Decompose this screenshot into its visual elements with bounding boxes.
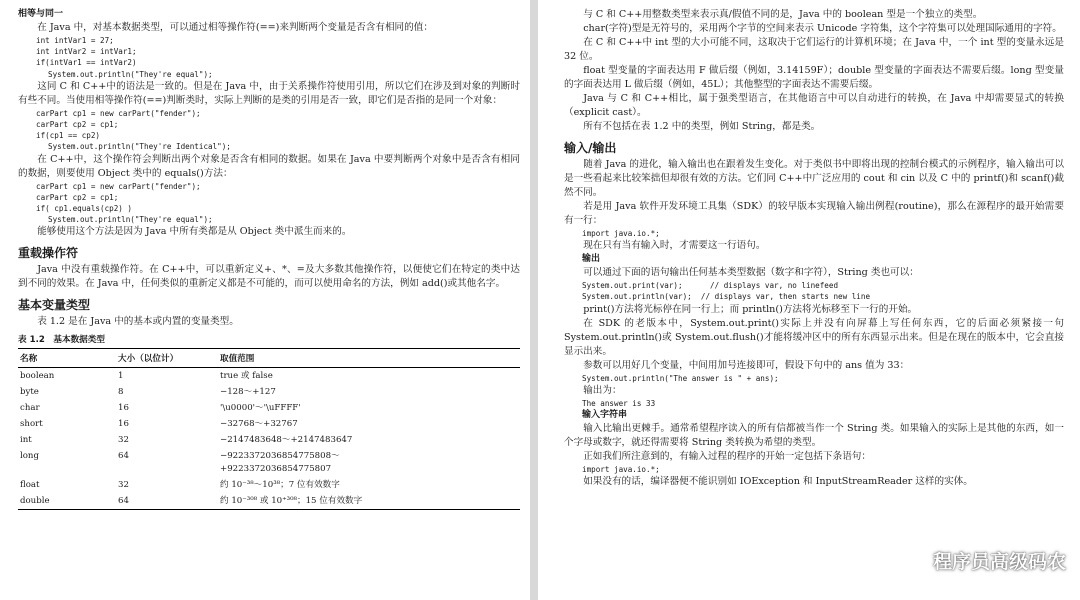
paragraph: 正如我们所注意到的，有输入过程的程序的开始一定包括下条语句： [583, 451, 871, 463]
code-line: System.out.println(var); // displays var, then starts new line [582, 292, 871, 302]
paragraph: 所有不包括在表 1.2 中的类型，例如 String，都是类。 [583, 121, 821, 132]
code-line: System.out.print(var); // displays var, no linefeed [582, 281, 839, 291]
paragraph: 能够使用这个方法是因为 Java 中所有类都是从 Object 类中派生而来的。 [37, 226, 352, 238]
table-cell: true 或 false [220, 370, 273, 381]
paragraph: 随着 Java 的进化，输入输出也在跟着发生变化。对于类似书中即将出现的控制台模式的示例程序，输入输出可以是一些看起来比较笨拙但却很有效的方法。它们同 C++中广泛应用的 cout 和 cin 以及 C 中的 printf()和 scanf()截然不同。 [564, 159, 1064, 198]
section-heading-io: 输入/输出 [564, 141, 617, 155]
table-cell: 32 [118, 434, 129, 445]
table-cell: long [20, 450, 39, 461]
subheading-output: 输出 [582, 254, 601, 265]
paragraph: 现在只有当有输入时，才需要这一行语句。 [583, 240, 766, 252]
table-cell: char [20, 402, 40, 413]
paragraph: 表 1.2 是在 Java 中的基本或内置的变量类型。 [37, 316, 239, 328]
code-line: import java.io.*; [582, 229, 660, 238]
paragraph: 可以通过下面的语句输出任何基本类型数据（数字和字符），String 类也可以： [583, 267, 919, 279]
table-cell: 16 [118, 418, 129, 429]
table-cell: −32768～+32767 [220, 418, 298, 429]
paragraph: 输出为： [583, 384, 622, 396]
code-line: if( cp1.equals(cp2) ) [36, 204, 133, 214]
table-row [18, 432, 520, 448]
paragraph: 在 Java 中，对基本数据类型，可以通过相等操作符(==)来判断两个变量是否含有相同的值： [37, 22, 433, 33]
paragraph: char(字符)型是无符号的，采用两个字节的空间来表示 Unicode 字符集，这个字符集可以处理国际通用的字符。 [583, 23, 1062, 34]
paragraph: Java 中没有重载操作符。在 C++中，可以重新定义+、*、=及大多数其他操作符，以便使它们在特定的类中达到不同的效果。在 Java 中，任何类似的重新定义都是不可能的，而可以使用命名的方法，例如 add()或其他名字。 [18, 264, 520, 290]
code-line: int intVar1 = 27; [36, 36, 114, 45]
code-line: System.out.println("The answer is " + ans); [582, 373, 779, 383]
table-row [18, 400, 520, 416]
table-cell: −2147483648～+2147483647 [220, 434, 353, 445]
table-header: 大小（以位计） [116, 349, 218, 368]
table-cell: 1 [118, 370, 124, 381]
table-cell: boolean [20, 370, 55, 381]
paragraph: 输入比输出更棘手。通常希望程序读入的所有信都被当作一个 String 类。如果输入的实际上是其他的东西，如一个字母或数字，就还得需要将 String 类转换为希望的类型。 [564, 423, 1064, 449]
table-row [18, 477, 520, 493]
code-line: The answer is 33 [582, 398, 656, 408]
paragraph: 若是用 Java 软件开发环境工具集（SDK）的较早版本实现输入输出例程(routine)，那么在源程序的最开始需要有一行： [564, 201, 1064, 226]
table-cell: 64 [116, 493, 218, 510]
paragraph: Java 与 C 和 C++相比，属于强类型语言，在其他语言中可以自动进行的转换，在 Java 中却需要显式的转换（explicit cast）。 [564, 93, 1064, 118]
paragraph: 与 C 和 C++用整数类型来表示真/假值不同的是，Java 中的 boolean 型是一个独立的类型。 [583, 9, 983, 20]
paragraph: 这同 C 和 C++中的语法是一致的。但是在 Java 中，由于关系操作符使用引用，所以它们在涉及到对象的判断时有些不同。当使用相等操作符(==)判断类时，实际上判断的是类的引用是否一致，即它们是否指的是同一个对象： [18, 80, 520, 106]
code-line: int intVar2 = intVar1; [36, 47, 137, 57]
table-cell: short [20, 418, 43, 429]
table-cell: 16 [118, 402, 129, 413]
left-page [0, 0, 530, 600]
code-line: carPart cp2 = cp1; [36, 120, 119, 130]
table-cell: float [20, 479, 40, 490]
code-line: import java.io.*; [582, 465, 660, 475]
paragraph: 在 SDK 的老版本中，System.out.print()实际上并没有向屏幕上写任何东西，它的后面必须紧接一句 System.out.println()或 System.out.flush()才能将缓冲区中的所有东西显示出来。但是在现在的版本中，它会直接显示出来。 [564, 317, 1064, 357]
paragraph: 如果没有的话，编译器便不能识别如 IOException 和 InputStreamReader 这样的实体。 [583, 476, 973, 488]
table-cell: 8 [118, 386, 124, 397]
table-cell: '\u0000'～'\uFFFF' [220, 402, 301, 413]
table-row [18, 416, 520, 432]
code-line: System.out.println("They're equal"); [48, 69, 213, 79]
table-cell: 约 10⁻³⁰⁸ 或 10⁺³⁰⁸；15 位有效数字 [218, 493, 520, 510]
code-line: System.out.println("They're Identical"); [48, 142, 231, 152]
table-row [18, 493, 520, 510]
paragraph: float 型变量的字面表达用 F 做后缀（例如，3.14159F）；double 型变量的字面表达不需要后缀。long 型变量的字面表达用 L 做后缀（例如，45L）；其他整型的字面表达不需要后缀。 [564, 65, 1064, 90]
table-row [18, 448, 520, 477]
section-heading-equality: 相等与同一 [18, 9, 64, 19]
section-heading-overload: 重载操作符 [18, 246, 79, 261]
subheading-input-string: 输入字符串 [582, 410, 628, 421]
wechat-icon [901, 550, 927, 572]
table-cell: −9223372036854775808～ +9223372036854775807 [220, 450, 340, 474]
code-block [18, 108, 520, 153]
code-line: carPart cp2 = cp1; [36, 192, 119, 202]
table-cell: int [20, 434, 32, 445]
code-line: System.out.println("They're equal"); [48, 215, 213, 225]
table-row [18, 368, 520, 385]
table-cell: 约 10⁻³⁸～10³⁸；7 位有效数字 [220, 479, 340, 490]
code-line: if(cp1 == cp2) [36, 131, 101, 141]
watermark [901, 547, 1066, 574]
table-header: 名称 [18, 349, 116, 368]
table-cell: 64 [118, 450, 129, 461]
data-types-table [18, 348, 520, 510]
section-heading-basic-types: 基本变量类型 [18, 298, 91, 313]
table-row [18, 384, 520, 400]
watermark-text: 程序员高级码农 [932, 551, 1066, 573]
table-cell: byte [20, 386, 39, 397]
right-page [538, 0, 1080, 600]
table-caption: 表 1.2 基本数据类型 [18, 335, 105, 346]
table-cell: double [18, 493, 116, 510]
table-cell: 32 [118, 479, 129, 490]
book-gutter [530, 0, 538, 600]
code-line: carPart cp1 = new carPart("fender"); [36, 181, 201, 191]
table-header: 取值范围 [218, 349, 520, 368]
code-block [18, 35, 520, 80]
paragraph: 在 C 和 C++中 int 型的大小可能不同，这取决于它们运行的计算机环境；在 Java 中，一个 int 型的变量永远是 32 位。 [564, 37, 1064, 62]
paragraph: 在 C++中，这个操作符会判断出两个对象是否含有相同的数据。如果在 Java 中要判断两个对象中是否含有相同的数据，则要使用 Object 类中的 equals()方法： [18, 153, 520, 179]
code-line: if(intVar1 == intVar2) [36, 58, 137, 68]
paragraph: print()方法将光标停在同一行上；而 println()方法将光标移至下一行的开始。 [583, 303, 918, 315]
table-cell: −128～+127 [220, 386, 276, 397]
code-block [18, 181, 520, 226]
paragraph: 参数可以用好几个变量，中间用加号连接即可，假设下句中的 ans 值为 33： [583, 359, 910, 371]
code-line: carPart cp1 = new carPart("fender"); [36, 108, 201, 118]
